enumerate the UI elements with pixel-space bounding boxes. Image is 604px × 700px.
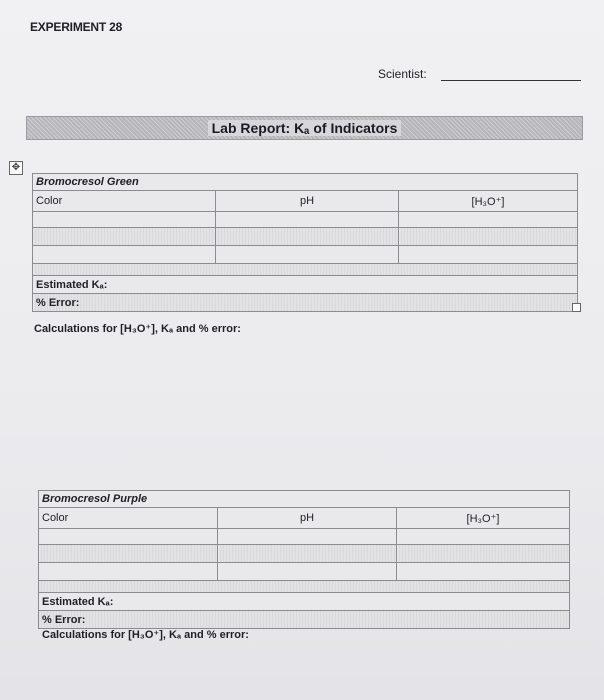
table1-cell-ph-3[interactable] — [216, 246, 399, 264]
table1-cell-h3o-3[interactable] — [399, 246, 578, 264]
table2-estimated-ka[interactable]: Estimated Kₐ: — [39, 593, 570, 611]
table1-spacer-row — [33, 264, 578, 276]
bromocresol-green-table — [32, 173, 578, 312]
table1-cell-h3o-1[interactable] — [399, 212, 578, 228]
table2-cell-ph-1[interactable] — [218, 529, 397, 545]
table1-cell-ph-2[interactable] — [216, 228, 399, 246]
table1-cell-color-3[interactable] — [33, 246, 216, 264]
table2-cell-ph-2[interactable] — [218, 545, 397, 563]
report-banner — [26, 116, 583, 140]
table2-header-color: Color — [39, 508, 218, 529]
experiment-title: EXPERIMENT 28 — [30, 20, 123, 34]
calculations-label-1: Calculations for [H₃O⁺], Kₐ and % error: — [34, 323, 241, 335]
table2-cell-h3o-1[interactable] — [397, 529, 570, 545]
table1-header-h3o: [H₃O⁺] — [399, 191, 578, 212]
table1-indicator-name: Bromocresol Green — [33, 174, 578, 191]
table2-indicator-name: Bromocresol Purple — [39, 491, 570, 508]
table1-cell-color-2[interactable] — [33, 228, 216, 246]
table1-estimated-ka[interactable]: Estimated Kₐ: — [33, 276, 578, 294]
table2-cell-h3o-3[interactable] — [397, 563, 570, 581]
calculations-label-2: Calculations for [H₃O⁺], Kₐ and % error: — [42, 629, 249, 641]
scientist-label: Scientist: — [378, 67, 427, 81]
bromocresol-purple-table — [38, 490, 570, 629]
table1-percent-error[interactable]: % Error: — [33, 294, 578, 312]
table2-header-h3o: [H₃O⁺] — [397, 508, 570, 529]
table2-cell-color-2[interactable] — [39, 545, 218, 563]
table1-cell-h3o-2[interactable] — [399, 228, 578, 246]
table1-cell-ph-1[interactable] — [216, 212, 399, 228]
table2-header-ph: pH — [218, 508, 397, 529]
table2-cell-color-3[interactable] — [39, 563, 218, 581]
table1-cell-color-1[interactable] — [33, 212, 216, 228]
table2-cell-color-1[interactable] — [39, 529, 218, 545]
report-title: Lab Report: Kₐ of Indicators — [208, 120, 402, 136]
table2-percent-error[interactable]: % Error: — [39, 611, 570, 629]
table2-spacer-row — [39, 581, 570, 593]
table2-cell-h3o-2[interactable] — [397, 545, 570, 563]
scientist-name-line[interactable] — [441, 80, 581, 81]
table1-header-color: Color — [33, 191, 216, 212]
resize-handle-icon[interactable] — [572, 303, 581, 312]
move-handle-icon[interactable]: ✥ — [9, 161, 23, 175]
table1-header-ph: pH — [216, 191, 399, 212]
table2-cell-ph-3[interactable] — [218, 563, 397, 581]
